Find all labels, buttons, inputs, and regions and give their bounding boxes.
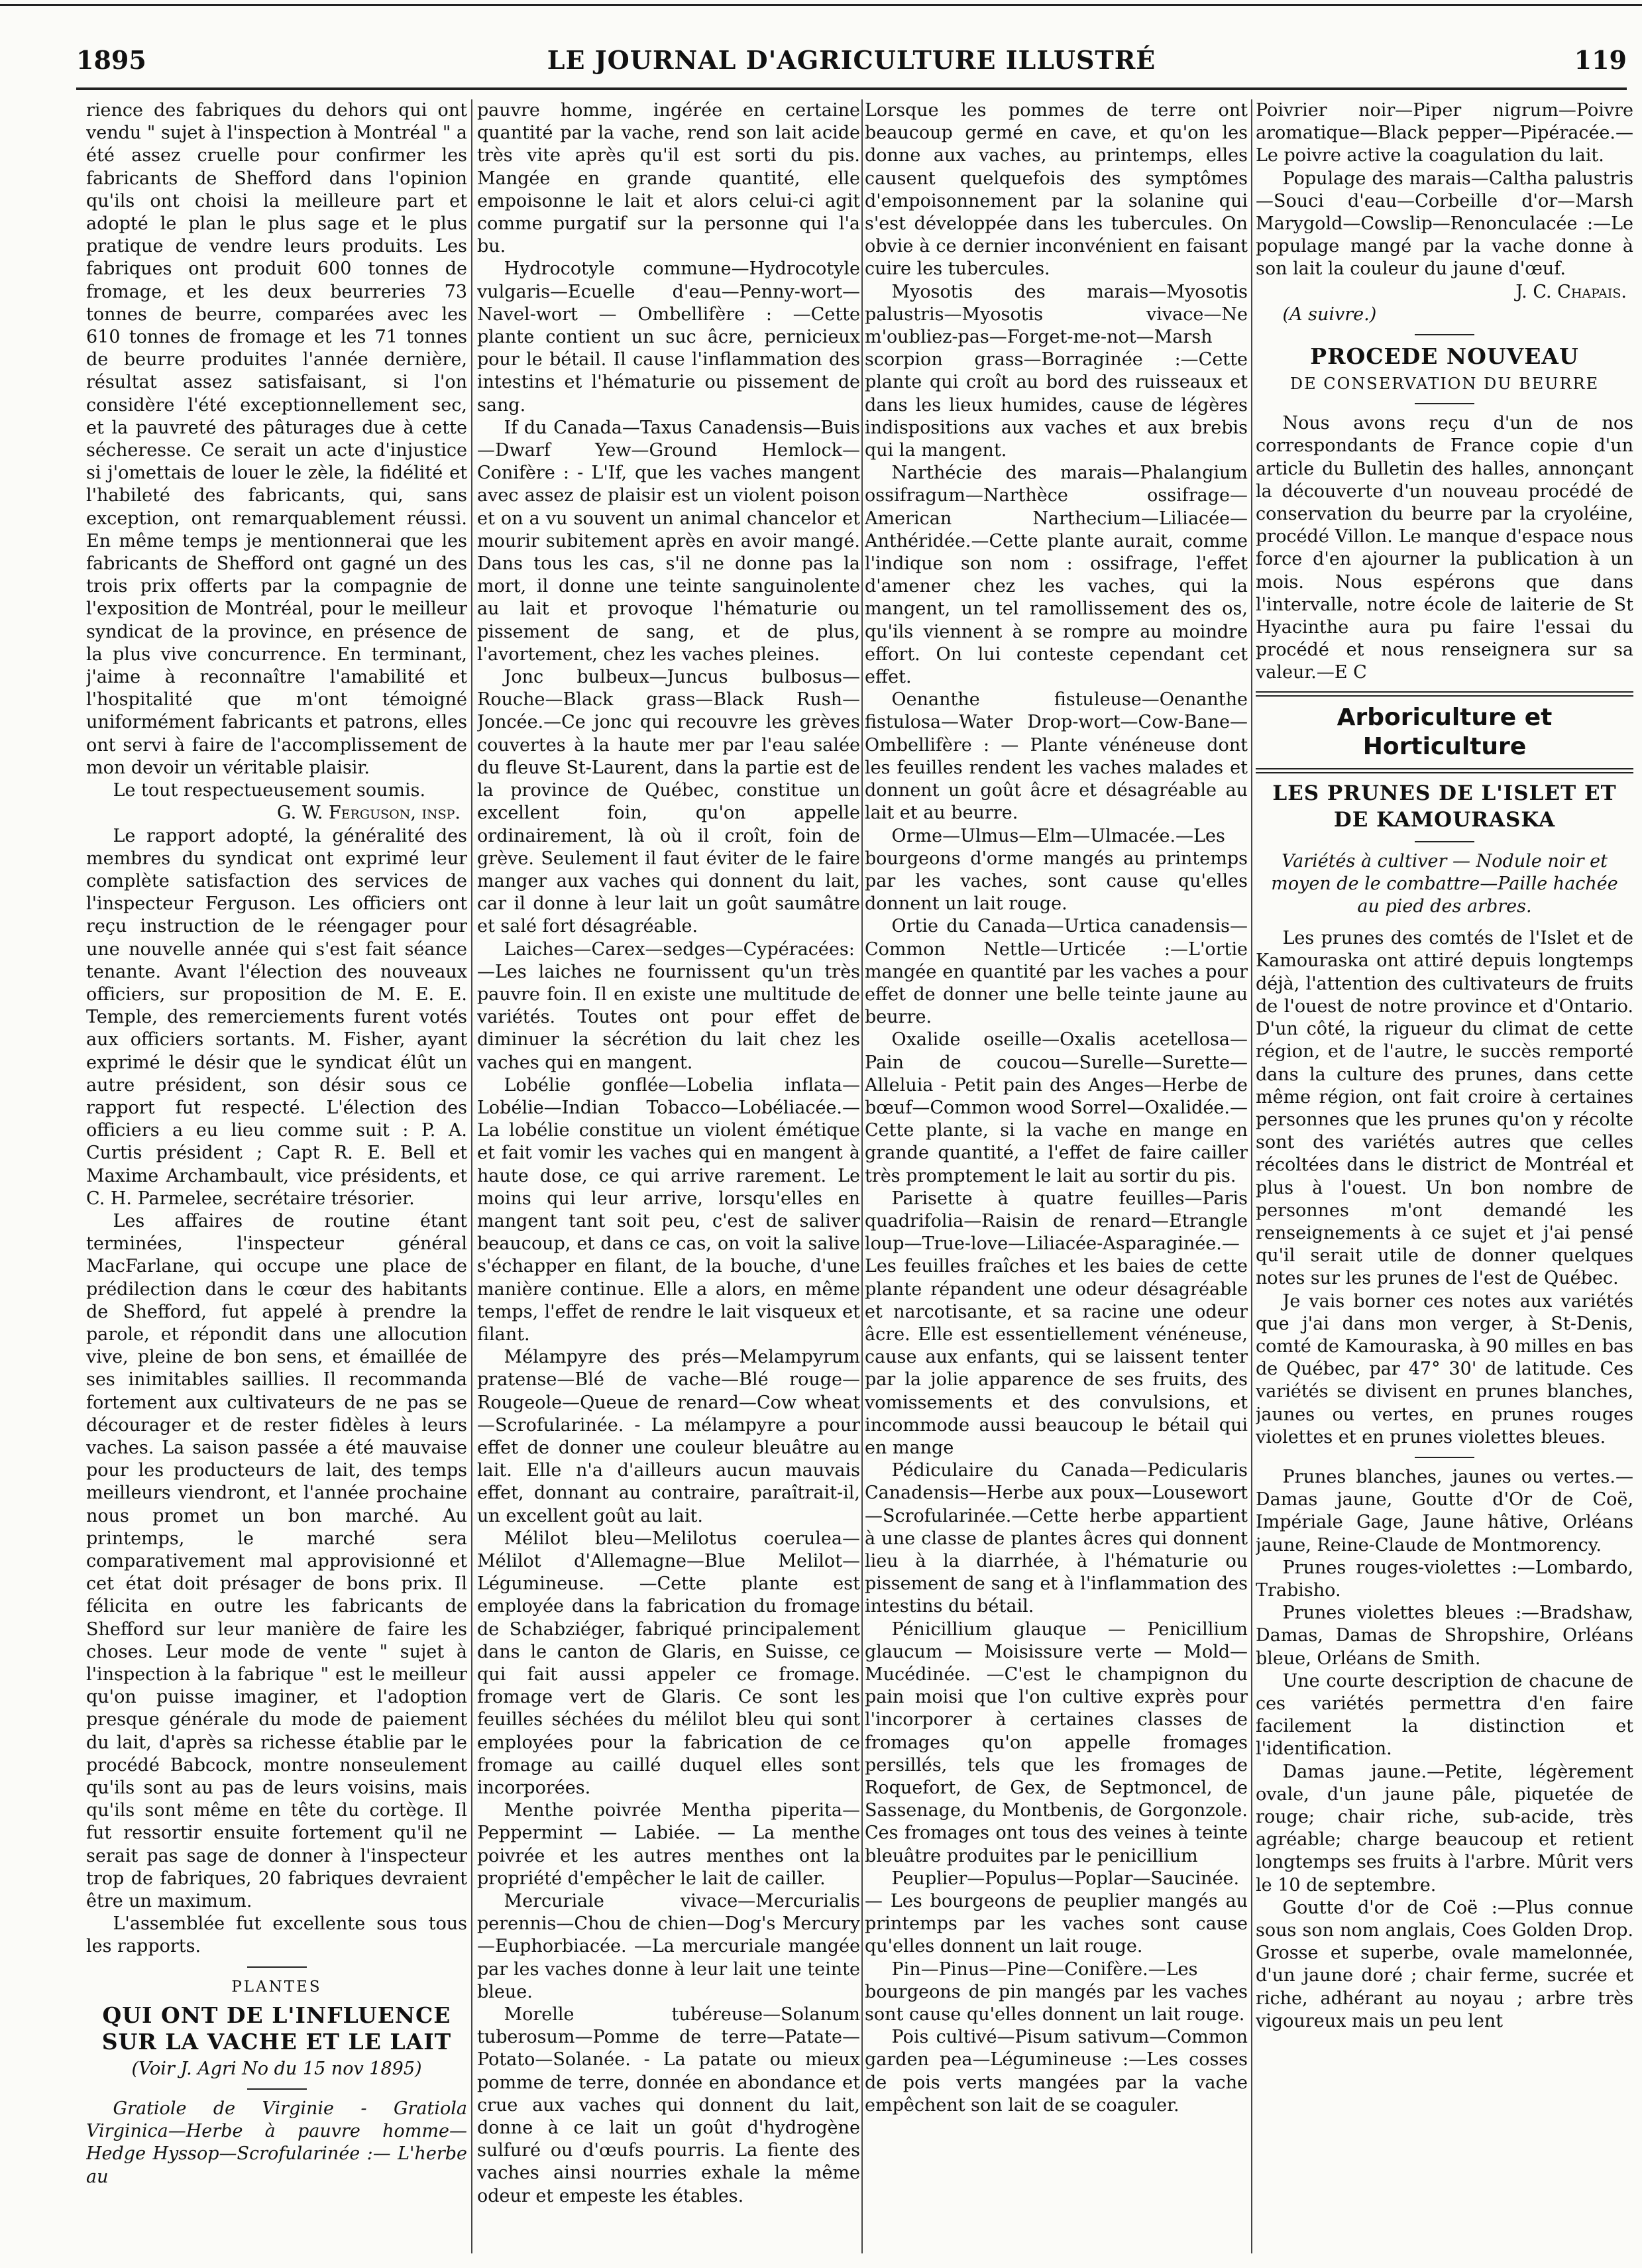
paragraph: Prunes rouges-violettes :—Lombardo, Trabisho. <box>1256 1557 1633 1601</box>
paragraph: Le tout respectueusement soumis. <box>113 780 426 801</box>
paragraph: Gratiole de Virginie - Gratiola Virginica—Herbe à pauvre homme—Hedge Hyssop—Scrofularinée :— L'herbe au <box>86 2098 467 2187</box>
paragraph: Les prunes des comtés de l'Islet et de Kamouraska ont attiré depuis longtemps déjà, l'attention des cultivateurs de fruits de l'ouest de notre province et d'Ontario. D'un côté, la rigueur du climat de cette région, et de l'autre, le succès remporté dans la culture des prunes, dans cette même région, ont fait croire à certaines personnes que les prunes qu'on y récolte sont des variétés autres que celles récoltées dans le district de Montréal et plus à l'ouest. Un bon nombre de personnes m'ont demandé les renseignements à ce sujet et j'ai pensé qu'il serait utile de donner quelques notes sur les prunes de l'est de Québec. <box>1256 928 1633 1289</box>
paragraph: Menthe poivrée Mentha piperita—Peppermint — Labiée. — La menthe poivrée et les autres menthes ont la propriété d'empêcher le lait de cailler. <box>477 1800 860 1889</box>
header-year: 1895 <box>76 45 146 75</box>
column-divider <box>471 99 472 2253</box>
signature: J. C. Chapais. <box>1515 281 1627 302</box>
section-rule <box>1415 1457 1474 1458</box>
paragraph: Oenanthe fistuleuse—Oenanthe fistulosa—Water Drop-wort—Cow-Bane—Ombellifère : — Plante vénéneuse dont les feuilles rendent les vaches malades et donnent un goût âcre et désagréable au lait et au beurre. <box>865 689 1248 824</box>
article-summary: Variétés à cultiver — Nodule noir et moyen de le combattre—Paille hachée au pied des arbres. <box>1271 850 1618 917</box>
paragraph: Mélilot bleu—Melilotus coerulea—Mélilot d'Allemagne—Blue Melilot—Légumineuse. —Cette plante est employée dans la fabrication du fromage de Schabziéger, fabriqué principalement dans le canton de Glaris, en Suisse, ce qui fait aussi appeler ce fromage. fromage vert de Glaris. Ce sont les feuilles séchées du mélilot bleu qui sont employées pour la fabrication de ce fromage au caillé duquel elles sont incorporées. <box>477 1528 860 1799</box>
column-divider <box>861 99 863 2253</box>
paragraph: Orme—Ulmus—Elm—Ulmacée.—Les bourgeons d'orme mangés au printemps par les vaches, sont cause qu'elles donnent un lait rouge. <box>865 825 1248 915</box>
section-reference: (Voir J. Agri No du 15 nov 1895) <box>131 2058 422 2079</box>
paragraph: Morelle tubéreuse—Solanum tuberosum—Pomme de terre—Patate—Potato—Solanée. - La patate ou mieux pomme de terre, donnée en abondance et crue aux vaches qui donnent du lait, donne à ce lait un goût d'hydrogène sulfuré ou d'œufs pourris. La fiente des vaches ainsi nourries exhale la même odeur et empeste les étables. <box>477 2004 860 2206</box>
paragraph: Mercuriale vivace—Mercurialis perennis—Chou de chien—Dog's Mercury—Euphorbiacée. —La mercuriale mangée par les vaches donne à leur lait une teinte bleue. <box>477 1891 860 2002</box>
article-title: LES PRUNES DE L'ISLET ET DE KAMOURASKA <box>1272 781 1617 832</box>
section-rule <box>247 1966 307 1968</box>
paragraph: Prunes violettes bleues :—Bradshaw, Damas, Damas de Shropshire, Orléans bleue, Orléans de Smith. <box>1256 1603 1633 1669</box>
section-rule <box>1415 403 1474 404</box>
paragraph: pauvre homme, ingérée en certaine quantité par la vache, rend son lait acide très vite après qu'il est sorti du pis. Mangée en grande quantité, elle empoisonne le lait et alors celui-ci agit comme purgatif sur la personne qui l'a bu. <box>477 100 860 257</box>
section-rule <box>1415 841 1474 842</box>
paragraph: Peuplier—Populus—Poplar—Saucinée. — Les bourgeons de peuplier mangés au printemps par les vaches sont cause qu'elles donnent un lait rouge. <box>865 1868 1248 1957</box>
column-1 <box>86 99 467 2247</box>
paragraph: Parisette à quatre feuilles—Paris quadrifolia—Raisin de renard—Etrangle loup—True-love—Liliacée-Asparaginée.—Les feuilles fraîches et les baies de cette plante répandent une odeur désagréable et narcotisante, et sa racine une odeur âcre. Elle est essentiellement vénéneuse, cause aux enfants, qui se laissent tenter par la jolie apparence de ses fruits, des vomissements et des convulsions, et incommode aussi beaucoup le bétail qui en mange <box>865 1188 1248 1458</box>
section-kicker: PLANTES <box>231 1978 322 1996</box>
paragraph: Goutte d'or de Coë :—Plus connue sous son nom anglais, Coes Golden Drop. Grosse et superbe, ovale mamelonnée, d'un jaune doré ; chair ferme, sucrée et riche, adhérant au noyau ; arbre très vigoureux mais un peu lent <box>1256 1897 1633 2031</box>
paragraph: Hydrocotyle commune—Hydrocotyle vulgaris—Ecuelle d'eau—Penny-wort—Navel-wort — Ombellifère : —Cette plante contient un suc âcre, pernicieux pour le bétail. Il cause l'inflammation des intestins et l'hématurie ou pissement de sang. <box>477 258 860 416</box>
paragraph: Narthécie des marais—Phalangium ossifragum—Narthèce ossifrage—American Narthecium—Liliacée—Anthéridée.—Cette plante aurait, comme l'indique son nom : ossifrage, l'effet d'amener chez les vaches, qui la mangent, un tel ramollissement des os, qu'ils viennent à se rompre au moindre effort. On lui conteste cependant cet effet. <box>865 463 1248 688</box>
paragraph: Lobélie gonflée—Lobelia inflata—Lobélie—Indian Tobacco—Lobéliacée.—La lobélie constitue un violent émétique et fait vomir les vaches qui en mangent à haute dose, ce qui arrive rarement. Le moins qui leur arrive, lorsqu'elles en mangent tant soit peu, c'est de saliver beaucoup, et dans ce cas, on voit la salive s'échapper en filant, de la bouche, d'une manière continue. Elle a alors, en même temps, l'effet de rendre le lait visqueux et filant. <box>477 1074 860 1345</box>
signature: G. W. Ferguson, insp. <box>277 803 461 824</box>
paragraph: Damas jaune.—Petite, légèrement ovale, d'un jaune pâle, piquetée de rouge; chair riche, sub-acide, très agréable; charge beaucoup et retient longtemps ses fruits à l'arbre. Mûrit vers le 10 de septembre. <box>1256 1761 1633 1896</box>
paragraph: rience des fabriques du dehors qui ont vendu " sujet à l'inspection à Montréal " a été assez cruelle pour confirmer les fabricants de Shefford dans l'opinion qu'ils ont choisi la meilleure part et adopté le plan le plus sage et le plus pratique de vendre leurs produits. Les fabriques ont produit 600 tonnes de fromage, et les deux beurreries 73 tonnes de beurre, comparées avec les 610 tonnes de fromage et les 71 tonnes de beurre produites l'année dernière, résultat assez satisfaisant, si l'on considère l'été exceptionnellement sec, et la pauvreté des pâturages due à cette sécheresse. Ce serait un acte d'injustice si j'omettais de louer le zèle, la fidélité et l'habileté des fabricants, qui, sans exception, ont remarquablement réussi. En même temps je mentionnerai que les fabricants de Shefford ont gagné un des trois prix offerts par la compagnie de l'exposition de Montréal, pour le meilleur syndicat de la province, en présence de la plus vive concurrence. En terminant, j'aime à reconnaître l'amabilité et l'hospitalité que m'ont témoigné uniformément fabricants et patrons, elles ont servi à faire de l'accomplissement de mon devoir un véritable plaisir. <box>86 100 467 778</box>
paragraph: Populage des marais—Caltha palustris—Souci d'eau—Corbeille d'or—Marsh Marygold—Cowslip—Renonculacée :—Le populage mangé par la vache donne à son lait la couleur du jaune d'œuf. <box>1256 168 1633 280</box>
column-4 <box>1256 99 1633 2247</box>
paragraph: Nous avons reçu d'un de nos correspondants de France copie d'un article du Bulletin des halles, annonçant la découverte d'un nouveau procédé de conservation du beurre par la cryoléine, procédé Villon. Le manque d'espace nous force d'en ajourner la publication à un mois. Nous espérons que dans l'intervalle, notre école de laiterie de St Hyacinthe aura pu faire l'essai du procédé et nous renseignera sur sa valeur.—E C <box>1256 413 1633 683</box>
section-subheading: DE CONSERVATION DU BEURRE <box>1289 374 1600 394</box>
section-rule <box>247 2088 307 2090</box>
paragraph: Lorsque les pommes de terre ont beaucoup germé en cave, et qu'on les donne aux vaches, au printemps, elles causent quelquefois des symptômes d'empoisonnement par la solanine qui s'est développée dans les tubercules. On obvie à ce dernier inconvénient en faisant cuire les tubercules. <box>865 100 1248 280</box>
paragraph: Oxalide oseille—Oxalis acetellosa—Pain de coucou—Surelle—Surette—Alleluia - Petit pain des Anges—Herbe de bœuf—Common wood Sorrel—Oxalidée.—Cette plante, si la vache en mange en grande quantité, a l'effet de faire cailler très promptement le lait au sortir du pis. <box>865 1029 1248 1186</box>
section-rule <box>1415 334 1474 335</box>
paragraph: Poivrier noir—Piper nigrum—Poivre aromatique—Black pepper—Pipéracée.—Le poivre active la coagulation du lait. <box>1256 100 1633 166</box>
paragraph: Myosotis des marais—Myosotis palustris—Myosotis vivace—Ne m'oubliez-pas—Forget-me-not—Marsh scorpion grass—Borraginée :—Cette plante qui croît au bord des ruisseaux et dans les lieux humides, cause de légères indispositions aux vaches et aux brebis qui la mangent. <box>865 281 1248 461</box>
paragraph: Pédiculaire du Canada—Pedicularis Canadensis—Herbe aux poux—Lousewort—Scrofularinée.—Cette herbe appartient à une classe de plantes âcres qui donnent lieu à la diarrhée, à l'hématurie ou pissement de sang et à l'inflammation des intestins du bétail. <box>865 1460 1248 1617</box>
column-2 <box>477 99 860 2247</box>
section-double-rule <box>1256 691 1633 697</box>
paragraph: Jonc bulbeux—Juncus bulbosus—Rouche—Black grass—Black Rush—Joncée.—Ce jonc qui recouvre les grèves couvertes à la haute mer par l'eau salée du fleuve St-Laurent, dans la partie est de la province de Québec, constitue un excellent foin, qu'on appelle ordinairement, là où il croît, foin de grève. Seulement il faut éviter de le faire manger aux vaches qui donnent du lait, car il donne à leur lait un goût saumâtre et salé fort désagréable. <box>477 667 860 937</box>
header-rule <box>76 87 1627 90</box>
paragraph: Je vais borner ces notes aux variétés que j'ai dans mon verger, à St-Denis, comté de Kamouraska, à 90 milles en bas de Québec, par 47° 30' de latitude. Ces variétés se divisent en prunes blanches, jaunes ou vertes, en prunes rouges violettes et en prunes violettes bleues. <box>1256 1290 1633 1447</box>
paragraph: Prunes blanches, jaunes ou vertes.—Damas jaune, Goutte d'Or de Coë, Impériale Gage, Jaune hâtive, Orléans jaune, Reine-Claude de Montmorency. <box>1256 1466 1633 1556</box>
paragraph: Le rapport adopté, la généralité des membres du syndicat ont exprimé leur complète satisfaction des services de l'inspecteur Ferguson. Les officiers ont reçu instruction de le réengager pour une nouvelle année qui s'est fait séance tenante. Avant l'élection des nouveaux officiers, sur proposition de M. E. E. Temple, des remerciements furent votés aux officiers sortants. M. Fisher, ayant exprimé le désir que le syndicat élût un autre président, son désir sous ce rapport fut respecté. L'élection des officiers a eu lieu comme suit : P. A. Curtis président ; Capt R. E. Bell et Maxime Archambault, vice présidents, et C. H. Parmelee, secrétaire trésorier. <box>86 825 467 1209</box>
paragraph: Pin—Pinus—Pine—Conifère.—Les bourgeons de pin mangés par les vaches sont cause qu'elles donnent un lait rouge. <box>865 1958 1248 2025</box>
section-heading: PROCEDE NOUVEAU <box>1310 343 1579 370</box>
paragraph: L'assemblée fut excellente sous tous les rapports. <box>86 1913 467 1957</box>
paragraph: Pénicillium glauque — Penicillium glaucum — Moisissure verte — Mold—Mucédinée. —C'est le champignon du pain moisi que l'on cultive exprès pour l'incorporer à certaines classes de fromages qu'on appelle fromages persillés, tels que les fromages de Roquefort, de Gex, de Septmoncel, de Sassenage, du Montbenis, de Gorgonzole. Ces fromages ont tous des veines à teinte bleuâtre produites par le penicillium <box>865 1618 1248 1866</box>
column-divider <box>1251 99 1252 2253</box>
page-header <box>76 40 1627 86</box>
section-heading: QUI ONT DE L'INFLUENCE SUR LA VACHE ET LE LAIT <box>101 2002 452 2055</box>
paragraph: Les affaires de routine étant terminées, l'inspecteur général MacFarlane, qui occupe une place de prédilection dans le cœur des habitants de Shefford, fut appelé à prendre la parole, et répondit dans une allocution vive, pleine de bon sens, et émaillée de ses inimitables saillies. Il recommanda fortement aux cultivateurs de ne pas se décourager et de rester fidèles à leurs vaches. La saison passée a été mauvaise pour les producteurs de lait, des temps meilleurs viendront, et l'année prochaine nous promet un bon marché. Au printemps, le marché sera comparativement mal approvisionné et cet état doit présager de bons prix. Il félicita en outre les fabricants de Shefford sur leur manière de faire les choses. Leur mode de vente " sujet à l'inspection à la fabrique " est le meilleur qu'on puisse imaginer, et l'adoption presque générale du mode de paiement du lait, d'après sa richesse établie par le procédé Babcock, montre nonseulement qu'ils sont au pas de leurs voisins, mais qu'ils sont même en tête du cortège. Il fut ressortir ensuite fortement qu'il ne serait pas sage de donner à l'inspecteur trop de fabriques, 20 fabriques devraient être un maximum. <box>86 1210 467 1912</box>
top-rule <box>0 4 1642 6</box>
to-be-continued: (A suivre.) <box>1282 304 1377 325</box>
section-double-rule <box>1256 768 1633 773</box>
section-heading: Arboriculture et Horticulture <box>1337 703 1553 760</box>
header-page-number: 119 <box>1574 45 1627 75</box>
paragraph: If du Canada—Taxus Canadensis—Buis—Dwarf Yew—Ground Hemlock—Conifère : - L'If, que les vaches mangent avec assez de plaisir est un violent poison et on a vu souvent un animal chancelor et mourir subitement après en avoir mangé. Dans tous les cas, s'il ne donne pas la mort, il donne une teinte sanguinolente au lait et provoque l'hématurie ou pissement de sang, et de plus, l'avortement, chez les vaches pleines. <box>477 417 860 665</box>
paragraph: Une courte description de chacune de ces variétés permettra d'en faire facilement la distinction et l'identification. <box>1256 1670 1633 1760</box>
paragraph: Mélampyre des prés—Melampyrum pratense—Blé de vache—Blé rouge—Rougeole—Queue de renard—Cow wheat—Scrofularinée. - La mélampyre a pour effet de donner une couleur bleuâtre au lait. Elle n'a d'ailleurs aucun mauvais effet, donnant au contraire, paraîtrait-il, un excellent goût au lait. <box>477 1347 860 1526</box>
paragraph: Ortie du Canada—Urtica canadensis—Common Nettle—Urticée :—L'ortie mangée en quantité par les vaches a pour effet de donner une belle teinte jaune au beurre. <box>865 916 1248 1028</box>
paragraph: Laiches—Carex—sedges—Cypéracées:—Les laiches ne fournissent qu'un très pauvre foin. Il en existe une multitude de variétés. Toutes ont pour effet de diminuer la sécrétion du lait chez les vaches qui en mangent. <box>477 938 860 1073</box>
paragraph: Pois cultivé—Pisum sativum—Common garden pea—Légumineuse :—Les cosses de pois verts mangées par la vache empêchent son lait de se coaguler. <box>865 2027 1248 2116</box>
header-title: LE JOURNAL D'AGRICULTURE ILLUSTRÉ <box>547 45 1156 75</box>
column-3 <box>865 99 1248 2247</box>
